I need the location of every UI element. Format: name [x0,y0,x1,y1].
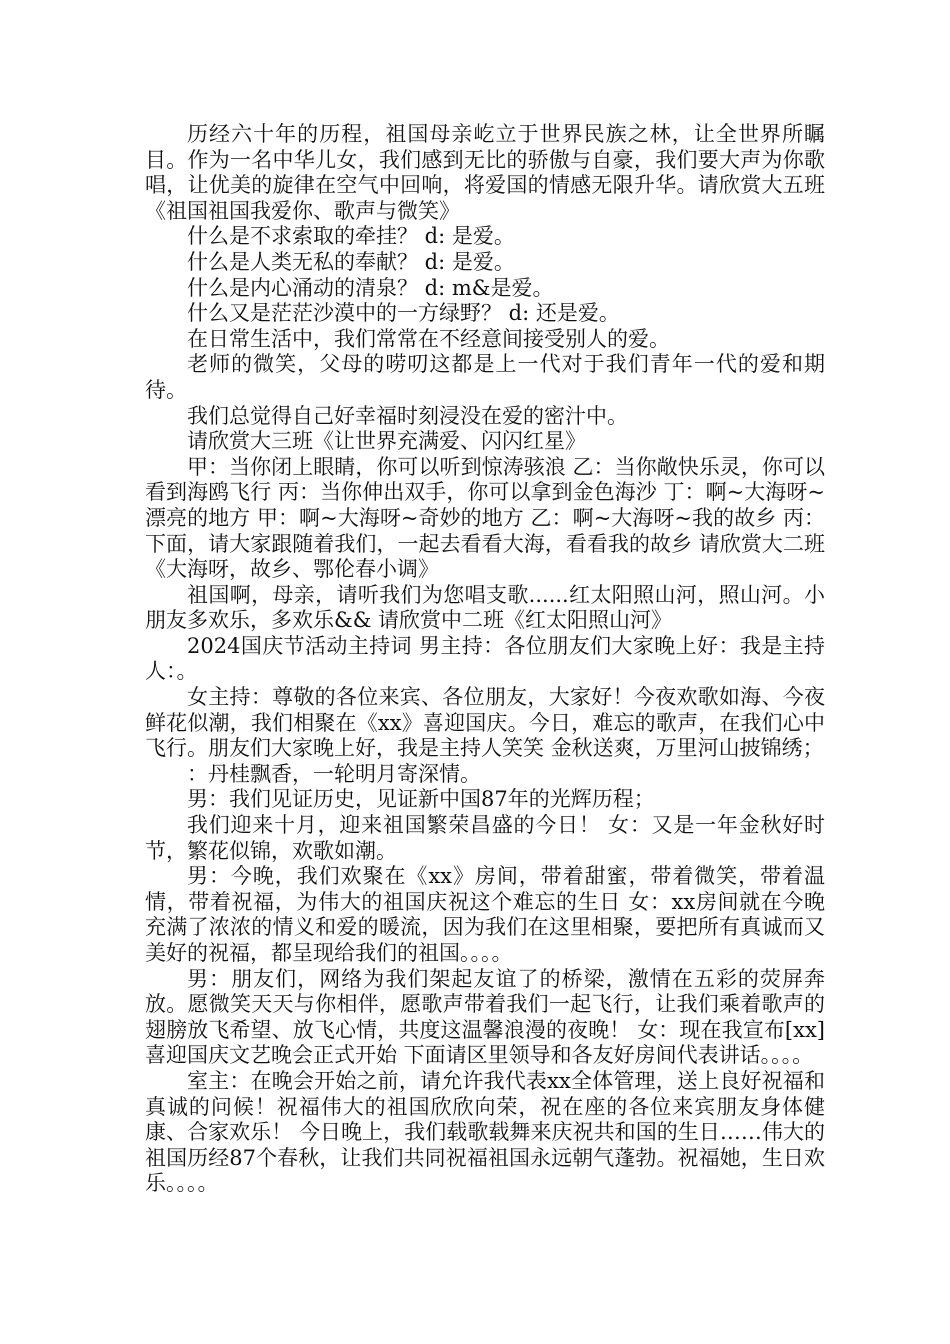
paragraph: 请欣赏大三班《让世界充满爱、闪闪红星》 [187,429,586,454]
paragraph: ：丹桂飘香，一轮明月寄深情。 [187,761,481,786]
paragraph: 男：今晚，我们欢聚在《xx》房间，带着甜蜜，带着微笑，带着温情，带着祝福，为伟大的祖国庆祝这个难忘的生日 女：xx房间就在今晚充满了浓浓的情义和爱的暖流，因为我们在这里相聚，要把所有真诚而又美好的祝福，都呈现给我们的祖国。。。。 [145,864,825,965]
paragraph: 男：我们见证历史，见证新中国87年的光辉历程； [187,787,655,812]
paragraph: 2024国庆节活动主持词 男主持：各位朋友们大家晚上好：我是主持人：。 [145,633,825,684]
paragraph: 什么是人类无私的奉献？ d: 是爱。 [187,249,515,274]
paragraph: 老师的微笑，父母的唠叨这都是上一代对于我们青年一代的爱和期待。 [145,352,825,402]
paragraph: 我们总觉得自己好幸福时刻浸没在爱的密汁中。 [187,403,628,428]
paragraph: 女主持：尊敬的各位来宾、各位朋友，大家好！今夜欢歌如海、今夜鲜花似潮，我们相聚在《xx》喜迎国庆。今日，难忘的歌声，在我们心中飞行。朋友们大家晚上好，我是主持人笑笑 金秋送爽，万里河山披锦绣； [145,685,825,761]
paragraph: 我们迎来十月，迎来祖国繁荣昌盛的今日！ 女：又是一年金秋好时节，繁花似锦，欢歌如潮。 [145,813,825,863]
paragraph: 历经六十年的历程，祖国母亲屹立于世界民族之林，让全世界所瞩目。作为一名中华儿女，我们感到无比的骄傲与自豪，我们要大声为你歌唱，让优美的旋律在空气中回响，将爱国的情感无限升华。请欣赏大五班《祖国祖国我爱你、歌声与微笑》 [145,122,825,223]
paragraph: 什么又是茫茫沙漠中的一方绿野？ d: 还是爱。 [187,301,620,326]
paragraph: 什么是不求索取的牵挂？ d: 是爱。 [187,224,515,249]
paragraph: 男：朋友们，网络为我们架起友谊了的桥梁，激情在五彩的荧屏奔放。愿微笑天天与你相伴，愿歌声带着我们一起飞行，让我们乘着歌声的翅膀放飞希望、放飞心情，共度这温馨浪漫的夜晚！ 女：现在我宣布[xx]喜迎国庆文艺晚会正式开始 下面请区里领导和各友好房间代表讲话。。。。 [145,966,825,1068]
paragraph: 在日常生活中，我们常常在不经意间接受别人的爱。 [187,326,670,351]
paragraph: 什么是内心涌动的清泉？ d: m&是爱。 [187,275,554,300]
paragraph: 祖国啊，母亲，请听我们为您唱支歌......红太阳照山河，照山河。小朋友多欢乐，多欢乐&& 请欣赏中二班《红太阳照山河》 [145,582,825,633]
paragraph: 室主：在晚会开始之前，请允许我代表xx全体管理，送上良好祝福和真诚的问候！祝福伟大的祖国欣欣向荣，祝在座的各位来宾朋友身体健康、合家欢乐！ 今日晚上，我们载歌载舞来庆祝共和国的生日……伟大的祖国历经87个春秋，让我们共同祝福祖国永远朝气蓬勃。祝福她，生日欢乐。。。。 [145,1068,825,1196]
document-body [145,122,825,1197]
paragraph: 甲：当你闭上眼睛，你可以听到惊涛骇浪 乙：当你敞快乐灵，你可以看到海鸥飞行 丙：当你伸出双手，你可以拿到金色海沙 丁：啊~大海呀~漂亮的地方 甲：啊~大海呀~奇妙的地方 乙：啊~大海呀~我的故乡 丙：下面，请大家跟随着我们，一起去看看大海，看看我的故乡 请欣赏大二班《大海呀，故乡、鄂伦春小调》 [145,454,825,582]
